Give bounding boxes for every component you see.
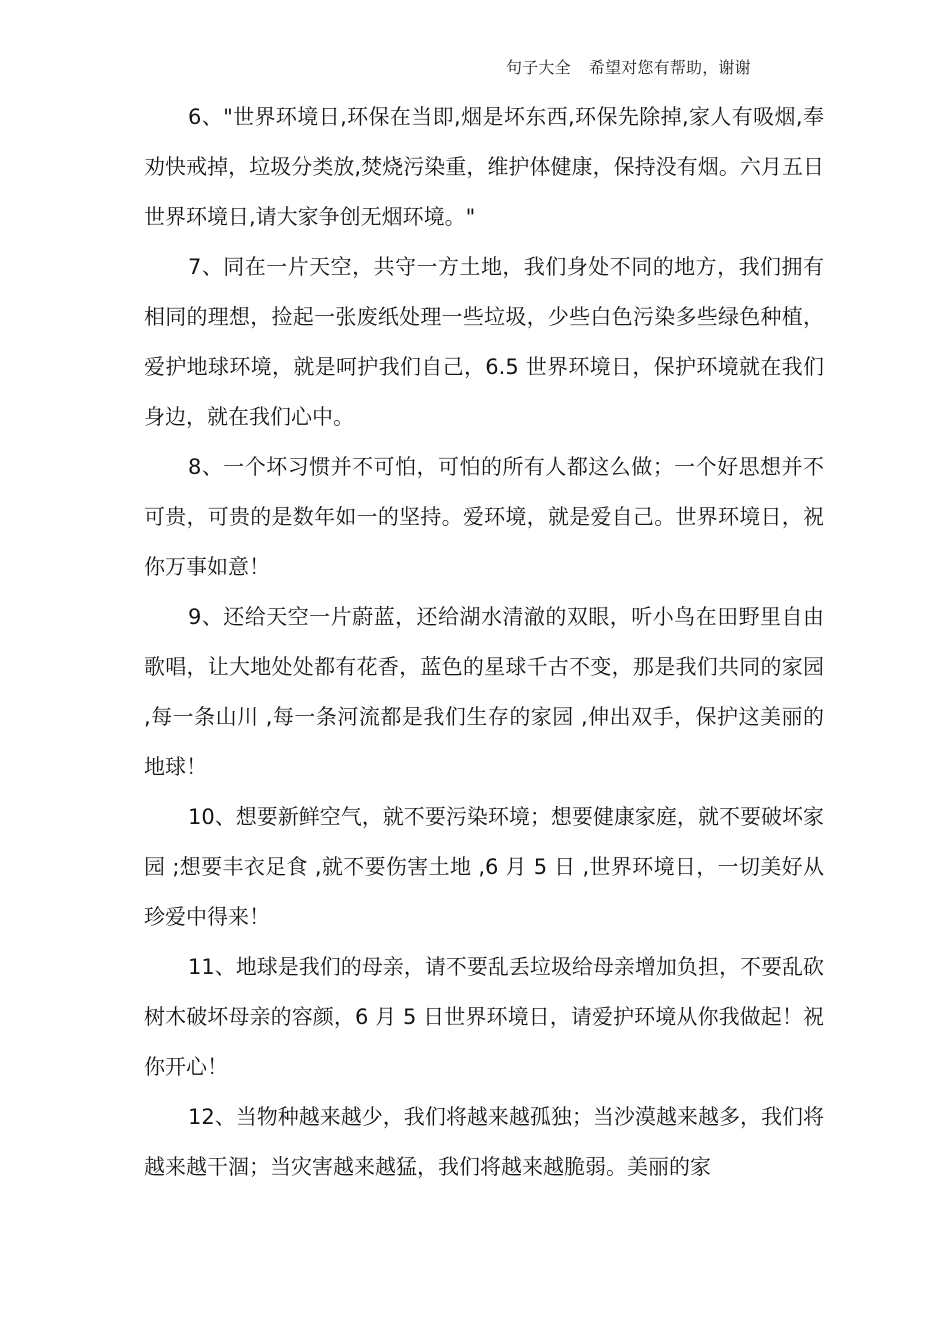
paragraph-6: 6、"世界环境日,环保在当即,烟是坏东西,环保先除掉,家人有吸烟,奉劝快戒掉，垃圾分类放,焚烧污染重，维护体健康，保持没有烟。六月五日世界环境日,请大家争创无烟环境。" [144,105,824,229]
document-body [144,92,824,1192]
header-site-name: 句子大全 [506,58,571,77]
paragraph-10: 10、想要新鲜空气，就不要污染环境；想要健康家庭，就不要破坏家园 ;想要丰衣足食 ,就不要伤害土地 ,6 月 5 日 ,世界环境日，一切美好从珍爱中得来！ [144,805,824,929]
header-note: 希望对您有帮助，谢谢 [588,58,751,77]
paragraph-11: 11、地球是我们的母亲，请不要乱丢垃圾给母亲增加负担，不要乱砍树木破坏母亲的容颜，6 月 5 日世界环境日，请爱护环境从你我做起！祝你开心！ [144,955,824,1079]
paragraph-8: 8、一个坏习惯并不可怕，可怕的所有人都这么做；一个好思想并不可贵，可贵的是数年如一的坚持。爱环境，就是爱自己。世界环境日，祝你万事如意！ [144,455,824,579]
paragraph-9: 9、还给天空一片蔚蓝，还给湖水清澈的双眼，听小鸟在田野里自由歌唱，让大地处处都有花香，蓝色的星球千古不变，那是我们共同的家园 ,每一条山川 ,每一条河流都是我们生存的家园 ,伸出双手，保护这美丽的地球！ [144,605,824,779]
page-header [506,55,751,78]
paragraph-7: 7、同在一片天空，共守一方土地，我们身处不同的地方，我们拥有相同的理想，捡起一张废纸处理一些垃圾，少些白色污染多些绿色种植，爱护地球环境，就是呵护我们自己，6.5 世界环境日，保护环境就在我们身边，就在我们心中。 [144,255,824,429]
paragraph-12: 12、当物种越来越少，我们将越来越孤独；当沙漠越来越多，我们将越来越干涸；当灾害越来越猛，我们将越来越脆弱。美丽的家 [144,1105,824,1179]
